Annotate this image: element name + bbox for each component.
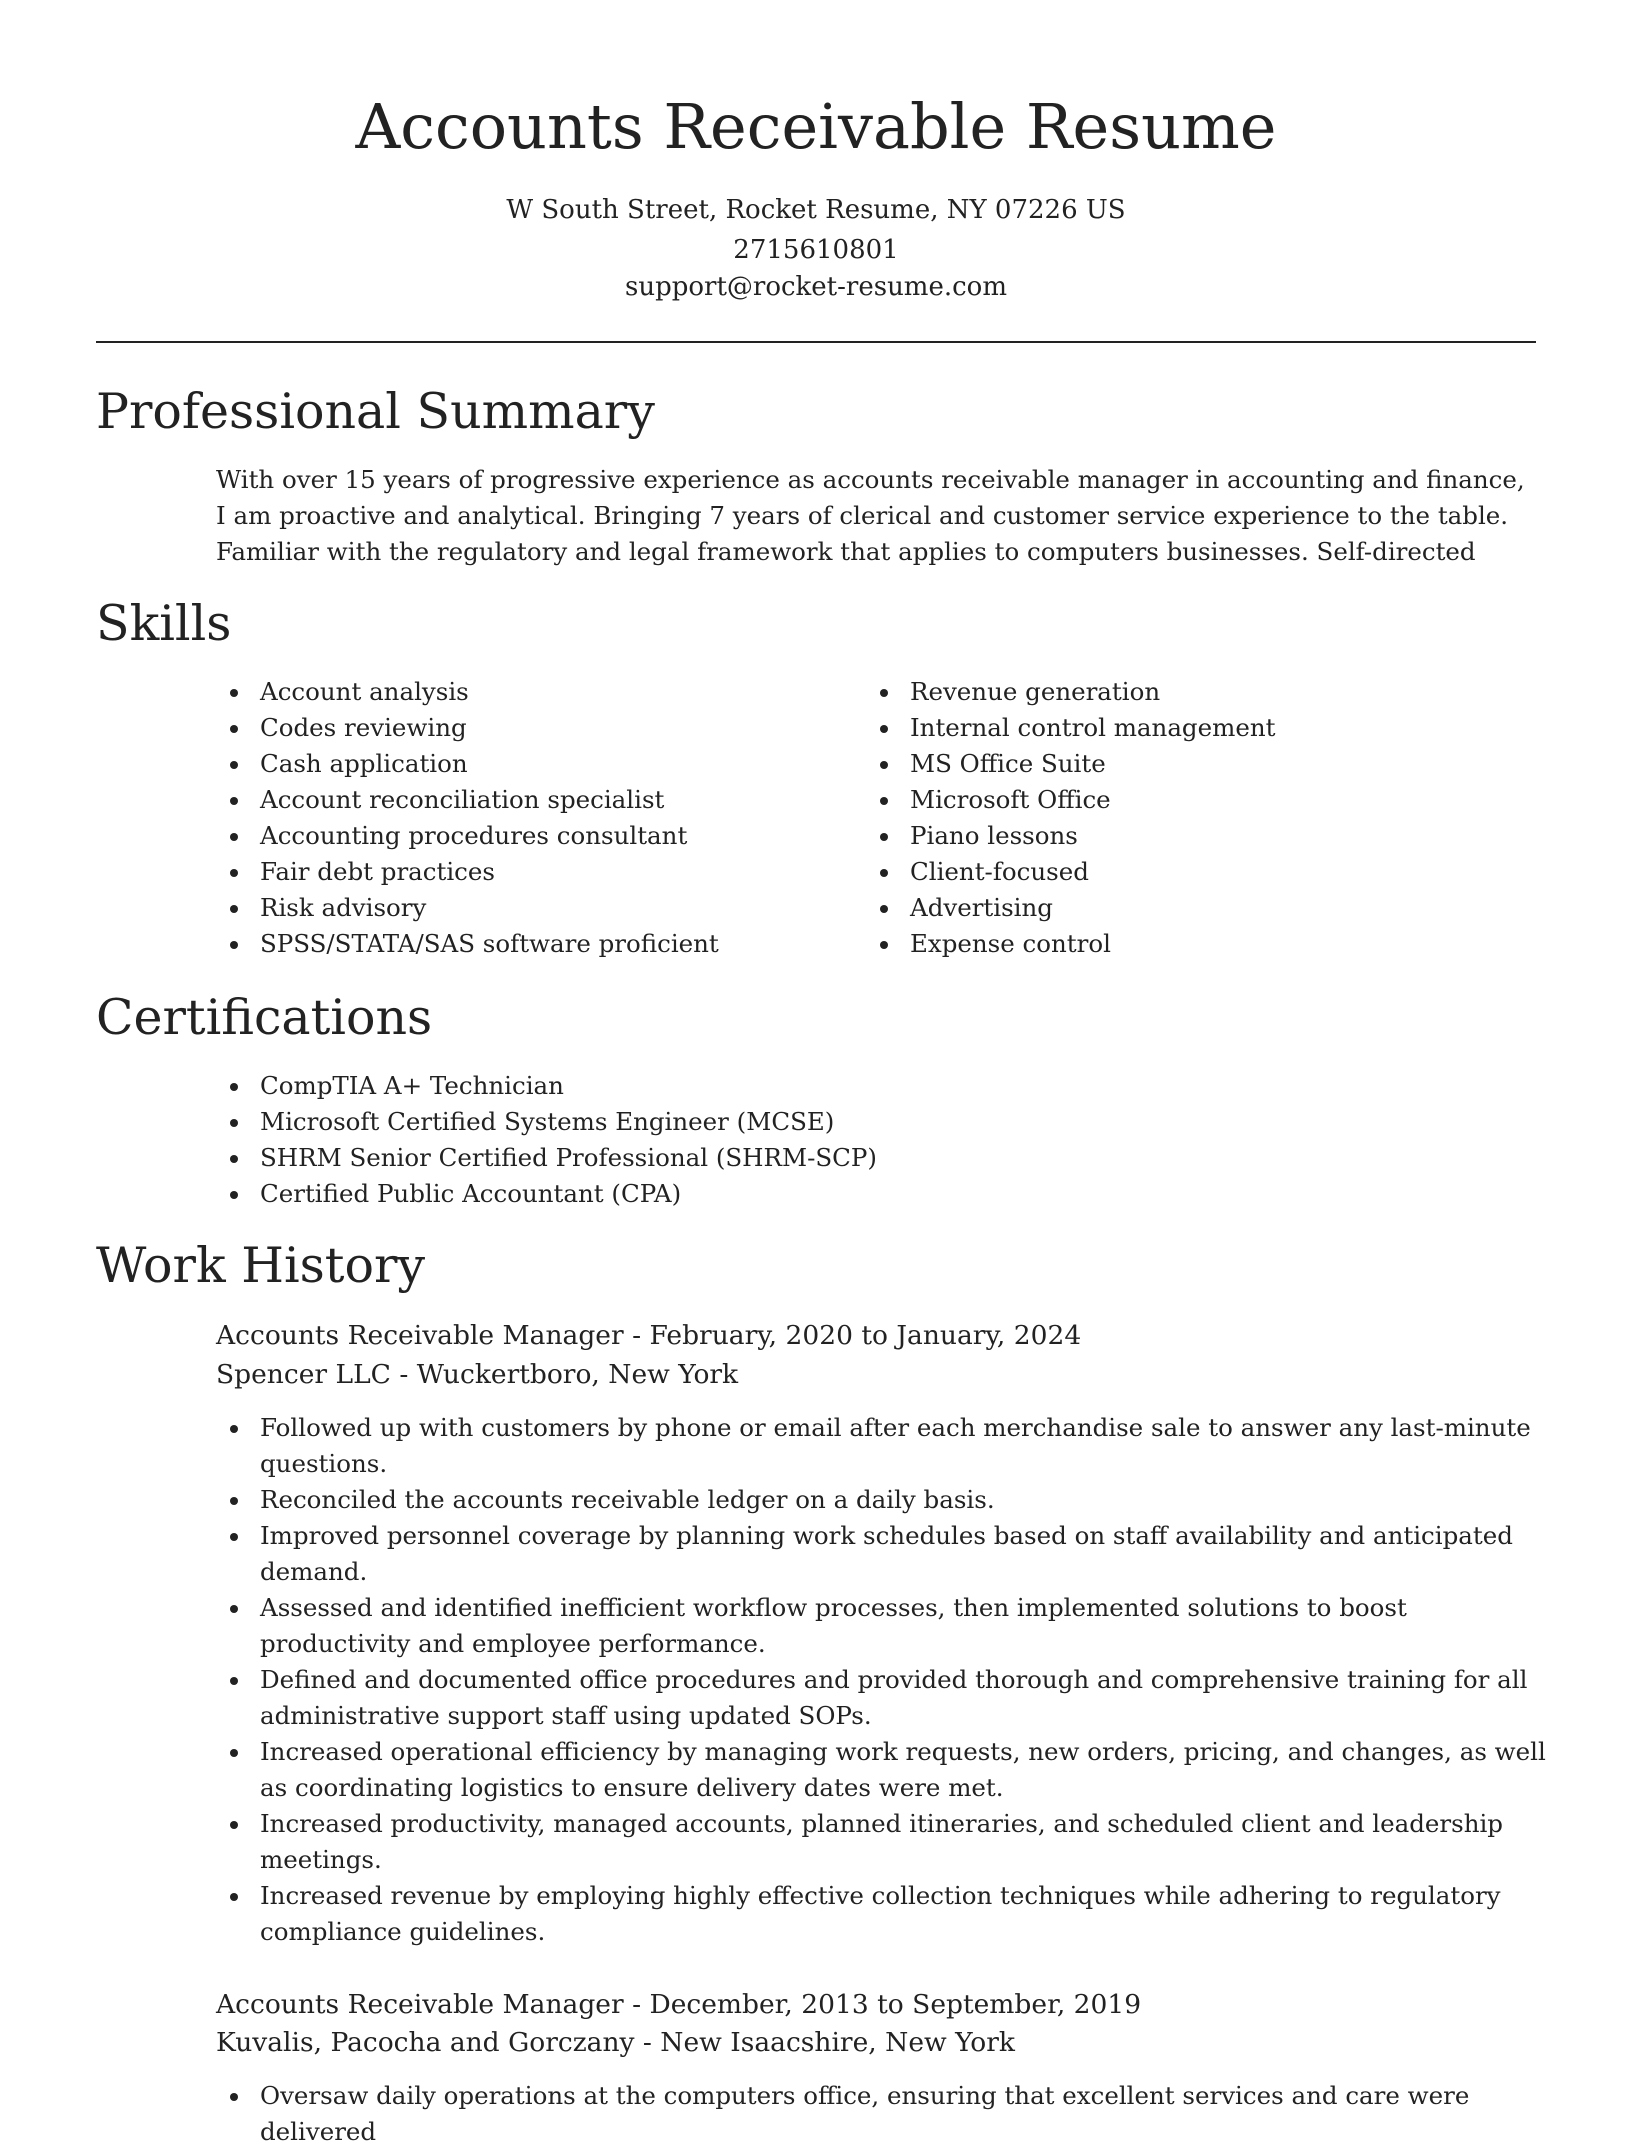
skill-item: Codes reviewing xyxy=(216,710,866,746)
job-bullet: Defined and documented office procedures and provided thorough and comprehensive training for all administrative support staff using updated SOPs. xyxy=(216,1662,1546,1734)
job-company-line: Spencer LLC - Wuckertboro, New York xyxy=(216,1359,739,1390)
skill-item: Expense control xyxy=(866,926,1536,962)
skill-item: Advertising xyxy=(866,890,1536,926)
header-divider xyxy=(96,341,1536,343)
skills-list-left xyxy=(216,674,866,962)
certifications-list xyxy=(216,1068,1536,1212)
contact-address: W South Street, Rocket Resume, NY 07226 US xyxy=(506,195,1126,225)
certification-item: Certified Public Accountant (CPA) xyxy=(216,1176,1536,1212)
job-title-line: Accounts Receivable Manager - December, 2013 to September, 2019 xyxy=(216,1989,1142,2020)
job-bullet: Improved personnel coverage by planning work schedules based on staff availability and anticipated demand. xyxy=(216,1518,1546,1590)
skill-item: Internal control management xyxy=(866,710,1536,746)
job-bullet: Increased operational efficiency by managing work requests, new orders, pricing, and changes, as well as coordinating logistics to ensure delivery dates were met. xyxy=(216,1734,1546,1806)
job-bullet: Reconciled the accounts receivable ledger on a daily basis. xyxy=(216,1482,1546,1518)
skill-item: Account reconciliation specialist xyxy=(216,782,866,818)
skills-heading: Skills xyxy=(96,595,232,652)
job-bullet: Increased productivity, managed accounts, planned itineraries, and scheduled client and leadership meetings. xyxy=(216,1806,1546,1878)
contact-phone: 2715610801 xyxy=(733,235,899,265)
skill-item: Accounting procedures consultant xyxy=(216,818,866,854)
contact-email: support@rocket-resume.com xyxy=(624,272,1007,302)
job-bullet: Assessed and identified inefficient workflow processes, then implemented solutions to boost productivity and employee performance. xyxy=(216,1590,1546,1662)
skill-item: Client-focused xyxy=(866,854,1536,890)
resume-title: Accounts Receivable Resume xyxy=(355,90,1277,163)
skill-item: Cash application xyxy=(216,746,866,782)
skill-item: Microsoft Office xyxy=(866,782,1536,818)
job-company-line: Kuvalis, Pacocha and Gorczany - New Isaacshire, New York xyxy=(216,2027,1015,2058)
job-bullet: Increased revenue by employing highly effective collection techniques while adhering to regulatory compliance guidelines. xyxy=(216,1878,1546,1950)
skill-item: MS Office Suite xyxy=(866,746,1536,782)
certification-item: Microsoft Certified Systems Engineer (MCSE) xyxy=(216,1104,1536,1140)
work-history-heading: Work History xyxy=(96,1237,426,1294)
job-bullets xyxy=(216,1410,1546,1950)
summary-heading: Professional Summary xyxy=(96,383,655,440)
skills-list-right xyxy=(866,674,1536,962)
certification-item: SHRM Senior Certified Professional (SHRM-SCP) xyxy=(216,1140,1536,1176)
job-title-line: Accounts Receivable Manager - February, 2020 to January, 2024 xyxy=(216,1320,1082,1351)
skill-item: Fair debt practices xyxy=(216,854,866,890)
skill-item: Account analysis xyxy=(216,674,866,710)
skill-item: Risk advisory xyxy=(216,890,866,926)
skill-item: Revenue generation xyxy=(866,674,1536,710)
skill-item: SPSS/STATA/SAS software proficient xyxy=(216,926,866,962)
certification-item: CompTIA A+ Technician xyxy=(216,1068,1536,1104)
job-bullet: Followed up with customers by phone or email after each merchandise sale to answer any last-minute questions. xyxy=(216,1410,1546,1482)
certifications-heading: Certifications xyxy=(96,989,433,1046)
skill-item: Piano lessons xyxy=(866,818,1536,854)
summary-text: With over 15 years of progressive experience as accounts receivable manager in accounting and finance, I am proactive and analytical. Bringing 7 years of clerical and customer service experience to the table. Familiar with the regulatory and legal framework that applies to computers businesses. Self-directed xyxy=(216,465,1525,566)
job-bullet: Oversaw daily operations at the computers office, ensuring that excellent services and care were delivered xyxy=(216,2078,1546,2150)
job-bullets xyxy=(216,2078,1546,2150)
